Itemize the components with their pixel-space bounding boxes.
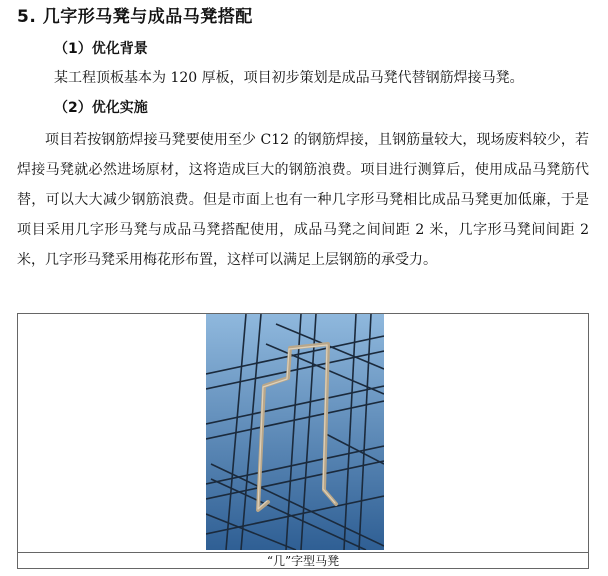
background-title: （1）优化背景 xyxy=(54,41,148,57)
stool-photo xyxy=(206,314,384,550)
background-text: 某工程顶板基本为 120 厚板，项目初步策划是成品马凳代替钢筋焊接马凳。 xyxy=(54,70,524,86)
section-heading: 5. 几字形马凳与成品马凳搭配 xyxy=(17,7,253,27)
figure-caption: “几”字型马凳 xyxy=(266,554,340,568)
implementation-text: 项目若按钢筋焊接马凳要使用至少 C12 的钢筋焊接，且钢筋量较大，现场废料较少，若焊接马凳就必然进场原材，这将造成巨大的钢筋浪费。项目进行测算后，使用成品马凳筋代替，可以大大减少钢筋浪费。但是市面上也有一种几字形马凳相比成品马凳更加低廉，于是项目采用几字形马凳与成品马凳搭配使用，成品马凳之间间距 2 米，几字形马凳间间距 2 米，几字形马凳采用梅花形布置，这样可以满足上层钢筋的承受力。 xyxy=(17,132,589,268)
implementation-title: （2）优化实施 xyxy=(54,100,148,116)
